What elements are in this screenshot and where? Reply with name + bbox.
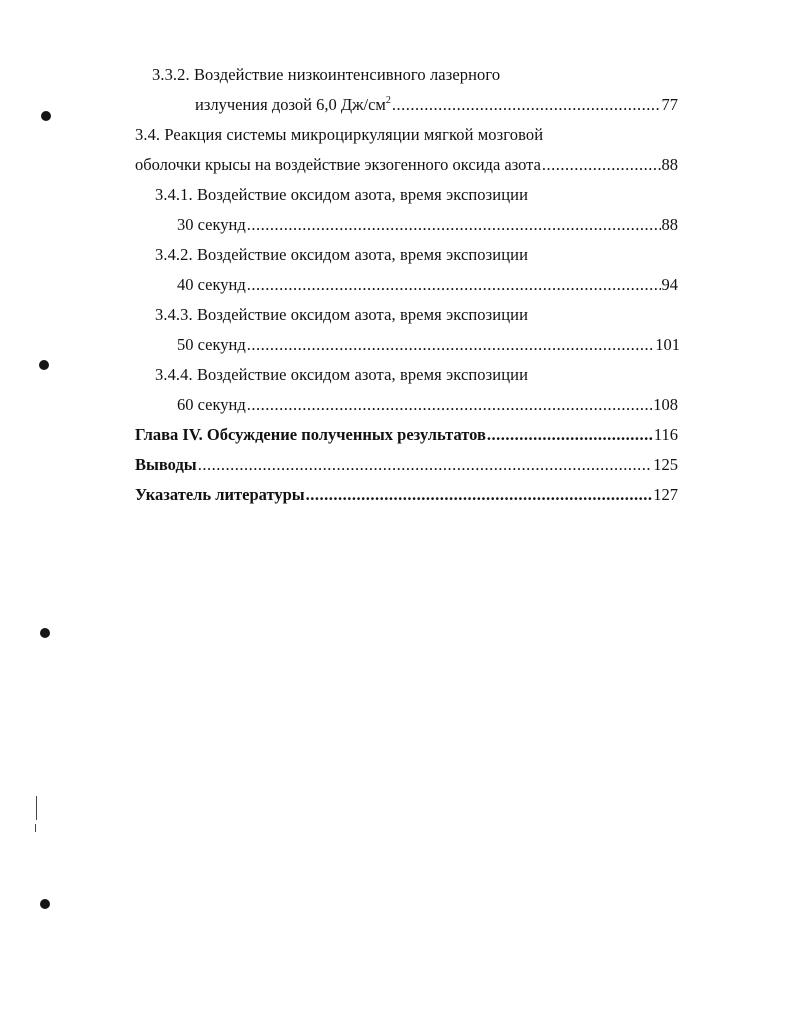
leader-dots — [247, 335, 655, 355]
toc-entry-text: 60 секунд — [177, 395, 246, 414]
scan-mark — [36, 796, 37, 820]
page-number: 125 — [653, 455, 678, 474]
page-number: 94 — [661, 275, 678, 294]
toc-entry-references[interactable] — [135, 485, 678, 505]
toc-entry-3-3-2[interactable] — [195, 95, 678, 115]
toc-entry-3-4-4-line1: 3.4.4. Воздействие оксидом азота, время экспозиции — [155, 365, 528, 384]
toc-entry-3-4-line1: 3.4. Реакция системы микроциркуляции мягкой мозговой — [135, 125, 544, 144]
toc-entry-text: 40 секунд — [177, 275, 246, 294]
leader-dots — [247, 395, 653, 415]
toc-entry-text: Указатель литературы — [135, 485, 305, 504]
toc-entry-3-4-1-line1: 3.4.1. Воздействие оксидом азота, время экспозиции — [155, 185, 528, 204]
binder-hole-1 — [41, 111, 51, 121]
page-number: 77 — [661, 95, 678, 114]
binder-hole-4 — [40, 899, 50, 909]
toc-entry-3-4-1[interactable] — [177, 215, 678, 235]
toc-entry-3-4[interactable] — [135, 155, 678, 175]
leader-dots — [247, 215, 661, 235]
toc-entry-3-4-2-line1: 3.4.2. Воздействие оксидом азота, время экспозиции — [155, 245, 528, 264]
toc-entry-3-3-2-line1: 3.3.2. Воздействие низкоинтенсивного лазерного — [152, 65, 501, 84]
toc-entry-3-4-3-line1: 3.4.3. Воздействие оксидом азота, время экспозиции — [155, 305, 528, 324]
toc-entry-chapter-4[interactable] — [135, 425, 678, 445]
leader-dots — [198, 455, 653, 475]
page-number: 108 — [653, 395, 678, 414]
toc-entry-3-4-2[interactable] — [177, 275, 678, 295]
toc-entry-text: 50 секунд — [177, 335, 246, 354]
leader-dots — [392, 95, 661, 115]
page-number: 116 — [653, 425, 678, 444]
leader-dots — [247, 275, 661, 295]
toc-entry-text: оболочки крысы на воздействие экзогенного оксида азота — [135, 155, 541, 174]
toc-entry-3-4-3[interactable] — [177, 335, 680, 355]
scan-mark — [35, 824, 36, 832]
leader-dots — [487, 425, 653, 445]
page-number: 101 — [655, 335, 680, 354]
page-number: 88 — [661, 215, 678, 234]
toc-entry-text: Глава IV. Обсуждение полученных результатов — [135, 425, 486, 444]
toc-entry-text: 30 секунд — [177, 215, 246, 234]
toc-entry-conclusions[interactable] — [135, 455, 678, 475]
toc-entry-text: излучения дозой 6,0 $Дж/см^2$ — [195, 95, 391, 114]
leader-dots — [542, 155, 661, 175]
leader-dots — [306, 485, 653, 505]
page-number: 127 — [653, 485, 678, 504]
toc-entry-text: Выводы — [135, 455, 197, 474]
binder-hole-2 — [39, 360, 49, 370]
page-number: 88 — [661, 155, 678, 174]
binder-hole-3 — [40, 628, 50, 638]
toc-entry-3-4-4[interactable] — [177, 395, 678, 415]
